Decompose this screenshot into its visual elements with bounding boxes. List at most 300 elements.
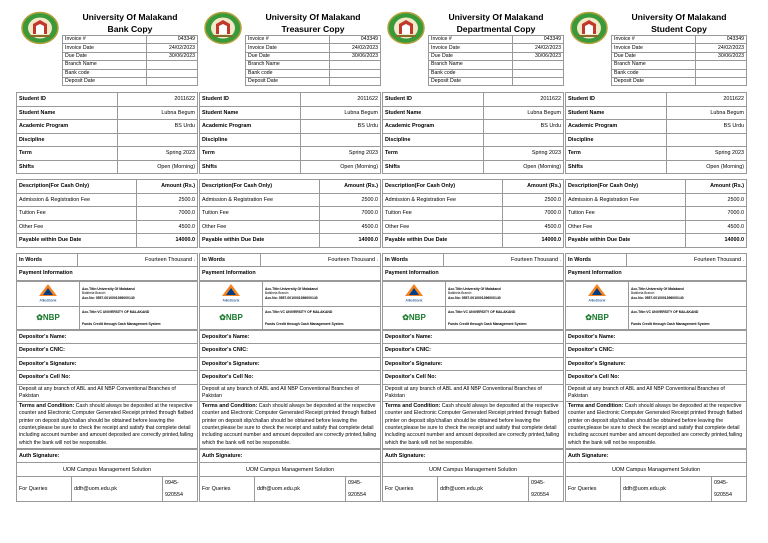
nbp-account-info xyxy=(629,306,747,329)
student-name-label: Student Name xyxy=(17,106,118,120)
deposit-date-value xyxy=(513,77,564,85)
fee-table xyxy=(565,179,747,248)
student-id-value: 2011622 xyxy=(484,93,564,107)
cms-label: UOM Campus Management Solution xyxy=(17,463,198,477)
invoice-table xyxy=(611,35,747,86)
in-words-table xyxy=(199,253,381,281)
invoice-table xyxy=(428,35,564,86)
fee-table xyxy=(199,179,381,248)
student-name-label: Student Name xyxy=(383,106,484,120)
in-words-label: In Words xyxy=(566,253,627,267)
copy-title: Departmental Copy xyxy=(456,24,536,34)
abl-title: Acc.Title:University Of Malakand xyxy=(448,287,501,292)
fee-desc-header: Description(For Cash Only) xyxy=(17,180,137,194)
bank-code-value xyxy=(330,69,381,77)
fee-item-label: Other Fee xyxy=(17,220,137,234)
nbp-logo-cell xyxy=(200,306,263,329)
fee-desc-header: Description(For Cash Only) xyxy=(566,180,686,194)
bank-table xyxy=(382,281,564,330)
in-words-value: Fourteen Thousand . xyxy=(78,253,198,267)
nbp-logo-cell xyxy=(383,306,446,329)
cms-label: UOM Campus Management Solution xyxy=(383,463,564,477)
challan-copy xyxy=(16,9,198,499)
nbp-brand: NBP xyxy=(225,313,243,322)
university-logo xyxy=(569,11,609,45)
challan-copy xyxy=(565,9,747,499)
shifts-value: Open (Morning) xyxy=(484,160,564,174)
term-value: Spring 2023 xyxy=(301,147,381,161)
challan-header xyxy=(565,9,747,92)
payable-amount: 14000.0 xyxy=(319,234,380,248)
program-value: BS Urdu xyxy=(667,120,747,134)
fee-item-amount: 2500.0 xyxy=(136,193,197,207)
nbp-note: Funds Credit through Cash Management System xyxy=(448,321,527,326)
fee-item-amount: 4500.0 xyxy=(136,220,197,234)
depositor-name-label: Depositor's Name: xyxy=(200,330,381,344)
due-date-label: Due Date xyxy=(612,52,696,60)
shifts-label: Shifts xyxy=(566,160,667,174)
challan-header xyxy=(199,9,381,92)
bank-code-label: Bank code xyxy=(612,69,696,77)
challan-copy xyxy=(382,9,564,499)
footer-table xyxy=(199,449,381,502)
footer-table xyxy=(16,449,198,502)
term-value: Spring 2023 xyxy=(667,147,747,161)
depositor-cnic-label: Depositor's CNIC: xyxy=(383,344,564,358)
shifts-value: Open (Morning) xyxy=(118,160,198,174)
allied-bank-brand: AlliedBank xyxy=(588,298,606,302)
fee-item-label: Admission & Registration Fee xyxy=(17,193,137,207)
abl-logo-cell xyxy=(200,281,263,306)
deposit-date-value xyxy=(696,77,747,85)
branch-name-value xyxy=(513,61,564,69)
abl-title: Acc.Title:University Of Malakand xyxy=(82,287,135,292)
copy-title: Treasurer Copy xyxy=(281,24,345,34)
abl-logo-cell xyxy=(17,281,80,306)
terms-text: Cash should always be deposited at the respective counter and Electronic Computer Generated Receipt printed through flatbed printer on deposit slip/challan should be obtained before leaving the counter,please be sure to check the receipt and satisfy that complete detail including account number and amount deposited are correctly printed,failing which the bank will not be responsible. xyxy=(19,403,194,446)
university-logo xyxy=(386,11,426,45)
invoice-date-label: Invoice Date xyxy=(612,44,696,52)
invoice-date-value: 24/02/2023 xyxy=(513,44,564,52)
payment-info-header: Payment Information xyxy=(566,267,747,281)
student-table xyxy=(382,92,564,174)
abl-branch: Batkhela Branch xyxy=(265,291,289,296)
student-id-value: 2011622 xyxy=(118,93,198,107)
allied-bank-logo xyxy=(216,283,246,303)
abl-account-info xyxy=(80,281,198,306)
nbp-logo: ✿NBP xyxy=(219,313,243,322)
student-id-label: Student ID xyxy=(383,93,484,107)
deposit-date-label: Deposit Date xyxy=(63,77,147,85)
footer-table xyxy=(382,449,564,502)
cms-label: UOM Campus Management Solution xyxy=(200,463,381,477)
fee-item-amount: 2500.0 xyxy=(319,193,380,207)
payment-info-header: Payment Information xyxy=(383,267,564,281)
nbp-brand: NBP xyxy=(408,313,426,322)
abl-account-info xyxy=(446,281,564,306)
deposit-note: Deposit at any branch of ABL and All NBP Conventional Branches of Pakistan xyxy=(199,385,381,403)
payable-amount: 14000.0 xyxy=(502,234,563,248)
allied-bank-logo xyxy=(33,283,63,303)
allied-bank-logo xyxy=(582,283,612,303)
bank-table xyxy=(16,281,198,330)
invoice-no-label: Invoice # xyxy=(63,36,147,44)
in-words-label: In Words xyxy=(383,253,444,267)
program-label: Academic Program xyxy=(566,120,667,134)
abl-logo-cell xyxy=(566,281,629,306)
nbp-title: Acc.Title:VC UNIVERSITY OF MALAKAND xyxy=(265,309,333,314)
student-name-value: Lubna Begum xyxy=(667,106,747,120)
abl-logo-cell xyxy=(383,281,446,306)
terms-label: Terms and Condition: xyxy=(19,403,75,410)
payable-label: Payable within Due Date xyxy=(200,234,320,248)
branch-name-value xyxy=(330,61,381,69)
allied-bank-brand: AlliedBank xyxy=(39,298,57,302)
invoice-no-value: 043349 xyxy=(330,36,381,44)
bank-table xyxy=(565,281,747,330)
fee-desc-header: Description(For Cash Only) xyxy=(200,180,320,194)
nbp-logo-cell xyxy=(566,306,629,329)
queries-label: For Queries xyxy=(566,476,621,501)
bank-code-value xyxy=(147,69,198,77)
terms-text: Cash should always be deposited at the respective counter and Electronic Computer Generated Receipt printed through flatbed printer on deposit slip/challan should be obtained before leaving the counter,please be sure to check the receipt and satisfy that complete detail including account number and amount deposited are correctly printed,failing which the bank will not be responsible. xyxy=(568,403,743,446)
program-label: Academic Program xyxy=(383,120,484,134)
terms-label: Terms and Condition: xyxy=(568,403,624,410)
discipline-value xyxy=(484,133,564,147)
student-id-label: Student ID xyxy=(200,93,301,107)
branch-name-label: Branch Name xyxy=(63,61,147,69)
auth-signature-label: Auth Signature: xyxy=(566,449,747,463)
fee-amount-header: Amount (Rs.) xyxy=(502,180,563,194)
terms-and-conditions xyxy=(199,402,381,449)
fee-item-label: Admission & Registration Fee xyxy=(566,193,686,207)
fee-table xyxy=(16,179,198,248)
bank-code-label: Bank code xyxy=(429,69,513,77)
student-name-value: Lubna Begum xyxy=(484,106,564,120)
deposit-date-value xyxy=(147,77,198,85)
copy-title: Bank Copy xyxy=(107,24,153,34)
allied-bank-logo xyxy=(399,283,429,303)
branch-name-label: Branch Name xyxy=(612,61,696,69)
depositor-table xyxy=(382,330,564,385)
student-name-label: Student Name xyxy=(200,106,301,120)
fee-item-label: Other Fee xyxy=(566,220,686,234)
depositor-cell-label: Depositor's Cell No: xyxy=(200,371,381,385)
bank-code-value xyxy=(696,69,747,77)
discipline-value xyxy=(118,133,198,147)
fee-item-amount: 7000.0 xyxy=(685,207,746,221)
student-id-value: 2011622 xyxy=(667,93,747,107)
terms-and-conditions xyxy=(565,402,747,449)
allied-bank-brand: AlliedBank xyxy=(405,298,423,302)
copy-title: Student Copy xyxy=(651,24,707,34)
nbp-title: Acc.Title:VC UNIVERSITY OF MALAKAND xyxy=(631,309,699,314)
term-label: Term xyxy=(200,147,301,161)
in-words-table xyxy=(565,253,747,281)
deposit-date-label: Deposit Date xyxy=(429,77,513,85)
fee-item-amount: 2500.0 xyxy=(685,193,746,207)
queries-phone: 0945-920554 xyxy=(346,476,381,501)
fee-item-label: Tuition Fee xyxy=(383,207,503,221)
branch-name-value xyxy=(147,61,198,69)
fee-item-label: Admission & Registration Fee xyxy=(200,193,320,207)
invoice-no-label: Invoice # xyxy=(612,36,696,44)
payable-amount: 14000.0 xyxy=(685,234,746,248)
nbp-brand: NBP xyxy=(591,313,609,322)
shifts-value: Open (Morning) xyxy=(301,160,381,174)
fee-item-amount: 7000.0 xyxy=(136,207,197,221)
nbp-logo: ✿NBP xyxy=(402,313,426,322)
fee-desc-header: Description(For Cash Only) xyxy=(383,180,503,194)
invoice-date-value: 24/02/2023 xyxy=(330,44,381,52)
bank-table xyxy=(199,281,381,330)
terms-text: Cash should always be deposited at the respective counter and Electronic Computer Generated Receipt printed through flatbed printer on deposit slip/challan should be obtained before leaving the counter,please be sure to check the receipt and satisfy that complete detail including account number and amount deposited are correctly printed,failing which the bank will not be responsible. xyxy=(202,403,377,446)
invoice-no-value: 043349 xyxy=(696,36,747,44)
due-date-label: Due Date xyxy=(429,52,513,60)
fee-amount-header: Amount (Rs.) xyxy=(136,180,197,194)
abl-account-info xyxy=(629,281,747,306)
terms-and-conditions xyxy=(16,402,198,449)
queries-phone: 0945-920554 xyxy=(712,476,747,501)
terms-text: Cash should always be deposited at the respective counter and Electronic Computer Generated Receipt printed through flatbed printer on deposit slip/challan should be obtained before leaving the counter,please be sure to check the receipt and satisfy that complete detail including account number and amount deposited are correctly printed,failing which the bank will not be responsible. xyxy=(385,403,560,446)
queries-email[interactable]: ddfr@uom.edu.pk xyxy=(255,476,346,501)
depositor-signature-label: Depositor's Signature: xyxy=(566,357,747,371)
due-date-label: Due Date xyxy=(63,52,147,60)
fee-item-label: Tuition Fee xyxy=(200,207,320,221)
invoice-date-label: Invoice Date xyxy=(63,44,147,52)
term-label: Term xyxy=(383,147,484,161)
allied-bank-brand: AlliedBank xyxy=(222,298,240,302)
nbp-logo: ✿NBP xyxy=(585,313,609,322)
term-label: Term xyxy=(566,147,667,161)
nbp-title: Acc.Title:VC UNIVERSITY OF MALAKAND xyxy=(448,309,516,314)
abl-account-no: Acc.No: 0557-0010001396000140 xyxy=(265,295,318,300)
fee-item-label: Tuition Fee xyxy=(17,207,137,221)
student-table xyxy=(565,92,747,174)
abl-branch: Batkhela Branch xyxy=(448,291,472,296)
queries-label: For Queries xyxy=(17,476,72,501)
fee-item-amount: 4500.0 xyxy=(319,220,380,234)
term-label: Term xyxy=(17,147,118,161)
depositor-cnic-label: Depositor's CNIC: xyxy=(566,344,747,358)
fee-item-amount: 7000.0 xyxy=(502,207,563,221)
abl-title: Acc.Title:University Of Malakand xyxy=(631,287,684,292)
invoice-no-value: 043349 xyxy=(513,36,564,44)
fee-table xyxy=(382,179,564,248)
nbp-account-info xyxy=(80,306,198,329)
nbp-logo-cell xyxy=(17,306,80,329)
abl-account-no: Acc.No: 0557-0010001396000140 xyxy=(82,295,135,300)
nbp-note: Funds Credit through Cash Management System xyxy=(631,321,710,326)
nbp-note: Funds Credit through Cash Management System xyxy=(82,321,161,326)
nbp-title: Acc.Title:VC UNIVERSITY OF MALAKAND xyxy=(82,309,150,314)
bank-code-label: Bank code xyxy=(246,69,330,77)
depositor-cnic-label: Depositor's CNIC: xyxy=(17,344,198,358)
depositor-table xyxy=(199,330,381,385)
depositor-name-label: Depositor's Name: xyxy=(383,330,564,344)
bank-code-value xyxy=(513,69,564,77)
due-date-value: 30/06/2023 xyxy=(147,52,198,60)
term-value: Spring 2023 xyxy=(118,147,198,161)
cms-label: UOM Campus Management Solution xyxy=(566,463,747,477)
shifts-value: Open (Morning) xyxy=(667,160,747,174)
student-table xyxy=(199,92,381,174)
nbp-account-info xyxy=(446,306,564,329)
depositor-table xyxy=(16,330,198,385)
program-value: BS Urdu xyxy=(301,120,381,134)
fee-amount-header: Amount (Rs.) xyxy=(319,180,380,194)
queries-label: For Queries xyxy=(200,476,255,501)
fee-item-amount: 4500.0 xyxy=(685,220,746,234)
payable-label: Payable within Due Date xyxy=(383,234,503,248)
fee-item-label: Tuition Fee xyxy=(566,207,686,221)
abl-branch: Batkhela Branch xyxy=(82,291,106,296)
queries-email[interactable]: ddfr@uom.edu.pk xyxy=(621,476,712,501)
program-label: Academic Program xyxy=(17,120,118,134)
in-words-value: Fourteen Thousand . xyxy=(627,253,747,267)
terms-and-conditions xyxy=(382,402,564,449)
invoice-no-label: Invoice # xyxy=(246,36,330,44)
shifts-label: Shifts xyxy=(17,160,118,174)
depositor-cnic-label: Depositor's CNIC: xyxy=(200,344,381,358)
challan-copy xyxy=(199,9,381,499)
university-logo xyxy=(20,11,60,45)
discipline-value xyxy=(667,133,747,147)
shifts-label: Shifts xyxy=(200,160,301,174)
depositor-signature-label: Depositor's Signature: xyxy=(17,357,198,371)
terms-label: Terms and Condition: xyxy=(202,403,258,410)
discipline-label: Discipline xyxy=(566,133,667,147)
invoice-date-value: 24/02/2023 xyxy=(696,44,747,52)
nbp-logo: ✿NBP xyxy=(36,313,60,322)
university-name: University Of Malakand xyxy=(631,12,727,22)
in-words-label: In Words xyxy=(17,253,78,267)
university-logo xyxy=(203,11,243,45)
payment-info-header: Payment Information xyxy=(200,267,381,281)
invoice-no-label: Invoice # xyxy=(429,36,513,44)
deposit-date-label: Deposit Date xyxy=(246,77,330,85)
auth-signature-label: Auth Signature: xyxy=(383,449,564,463)
payable-label: Payable within Due Date xyxy=(566,234,686,248)
depositor-cell-label: Depositor's Cell No: xyxy=(17,371,198,385)
queries-email[interactable]: ddfr@uom.edu.pk xyxy=(72,476,163,501)
deposit-date-label: Deposit Date xyxy=(612,77,696,85)
in-words-value: Fourteen Thousand . xyxy=(444,253,564,267)
auth-signature-label: Auth Signature: xyxy=(200,449,381,463)
invoice-date-label: Invoice Date xyxy=(429,44,513,52)
student-id-label: Student ID xyxy=(17,93,118,107)
due-date-value: 30/06/2023 xyxy=(696,52,747,60)
student-table xyxy=(16,92,198,174)
university-name: University Of Malakand xyxy=(448,12,544,22)
abl-branch: Batkhela Branch xyxy=(631,291,655,296)
fee-amount-header: Amount (Rs.) xyxy=(685,180,746,194)
in-words-table xyxy=(382,253,564,281)
depositor-name-label: Depositor's Name: xyxy=(566,330,747,344)
queries-email[interactable]: ddfr@uom.edu.pk xyxy=(438,476,529,501)
branch-name-label: Branch Name xyxy=(429,61,513,69)
depositor-signature-label: Depositor's Signature: xyxy=(383,357,564,371)
deposit-note: Deposit at any branch of ABL and All NBP Conventional Branches of Pakistan xyxy=(382,385,564,403)
branch-name-label: Branch Name xyxy=(246,61,330,69)
invoice-date-value: 24/02/2023 xyxy=(147,44,198,52)
depositor-table xyxy=(565,330,747,385)
depositor-cell-label: Depositor's Cell No: xyxy=(383,371,564,385)
discipline-label: Discipline xyxy=(200,133,301,147)
nbp-account-info xyxy=(263,306,381,329)
student-id-value: 2011622 xyxy=(301,93,381,107)
queries-phone: 0945-920554 xyxy=(163,476,198,501)
student-name-value: Lubna Begum xyxy=(118,106,198,120)
fee-item-label: Other Fee xyxy=(383,220,503,234)
student-name-label: Student Name xyxy=(566,106,667,120)
nbp-brand: NBP xyxy=(42,313,60,322)
queries-label: For Queries xyxy=(383,476,438,501)
abl-title: Acc.Title:University Of Malakand xyxy=(265,287,318,292)
student-name-value: Lubna Begum xyxy=(301,106,381,120)
bank-code-label: Bank code xyxy=(63,69,147,77)
university-name: University Of Malakand xyxy=(82,12,178,22)
discipline-label: Discipline xyxy=(383,133,484,147)
depositor-signature-label: Depositor's Signature: xyxy=(200,357,381,371)
discipline-value xyxy=(301,133,381,147)
invoice-no-value: 043349 xyxy=(147,36,198,44)
footer-table xyxy=(565,449,747,502)
deposit-note: Deposit at any branch of ABL and All NBP Conventional Branches of Pakistan xyxy=(16,385,198,403)
payable-label: Payable within Due Date xyxy=(17,234,137,248)
fee-item-amount: 7000.0 xyxy=(319,207,380,221)
nbp-note: Funds Credit through Cash Management System xyxy=(265,321,344,326)
due-date-value: 30/06/2023 xyxy=(513,52,564,60)
in-words-label: In Words xyxy=(200,253,261,267)
payable-amount: 14000.0 xyxy=(136,234,197,248)
payment-info-header: Payment Information xyxy=(17,267,198,281)
invoice-table xyxy=(245,35,381,86)
term-value: Spring 2023 xyxy=(484,147,564,161)
abl-account-no: Acc.No: 0557-0010001396000140 xyxy=(448,295,501,300)
discipline-label: Discipline xyxy=(17,133,118,147)
university-name: University Of Malakand xyxy=(265,12,361,22)
terms-label: Terms and Condition: xyxy=(385,403,441,410)
depositor-name-label: Depositor's Name: xyxy=(17,330,198,344)
program-label: Academic Program xyxy=(200,120,301,134)
challan-header xyxy=(382,9,564,92)
due-date-label: Due Date xyxy=(246,52,330,60)
challan-header xyxy=(16,9,198,92)
deposit-note: Deposit at any branch of ABL and All NBP Conventional Branches of Pakistan xyxy=(565,385,747,403)
deposit-date-value xyxy=(330,77,381,85)
abl-account-no: Acc.No: 0557-0010001396000140 xyxy=(631,295,684,300)
due-date-value: 30/06/2023 xyxy=(330,52,381,60)
queries-phone: 0945-920554 xyxy=(529,476,564,501)
program-value: BS Urdu xyxy=(118,120,198,134)
in-words-table xyxy=(16,253,198,281)
program-value: BS Urdu xyxy=(484,120,564,134)
fee-item-amount: 2500.0 xyxy=(502,193,563,207)
abl-account-info xyxy=(263,281,381,306)
in-words-value: Fourteen Thousand . xyxy=(261,253,381,267)
auth-signature-label: Auth Signature: xyxy=(17,449,198,463)
invoice-date-label: Invoice Date xyxy=(246,44,330,52)
branch-name-value xyxy=(696,61,747,69)
shifts-label: Shifts xyxy=(383,160,484,174)
student-id-label: Student ID xyxy=(566,93,667,107)
depositor-cell-label: Depositor's Cell No: xyxy=(566,371,747,385)
fee-item-label: Admission & Registration Fee xyxy=(383,193,503,207)
fee-item-label: Other Fee xyxy=(200,220,320,234)
fee-item-amount: 4500.0 xyxy=(502,220,563,234)
invoice-table xyxy=(62,35,198,86)
